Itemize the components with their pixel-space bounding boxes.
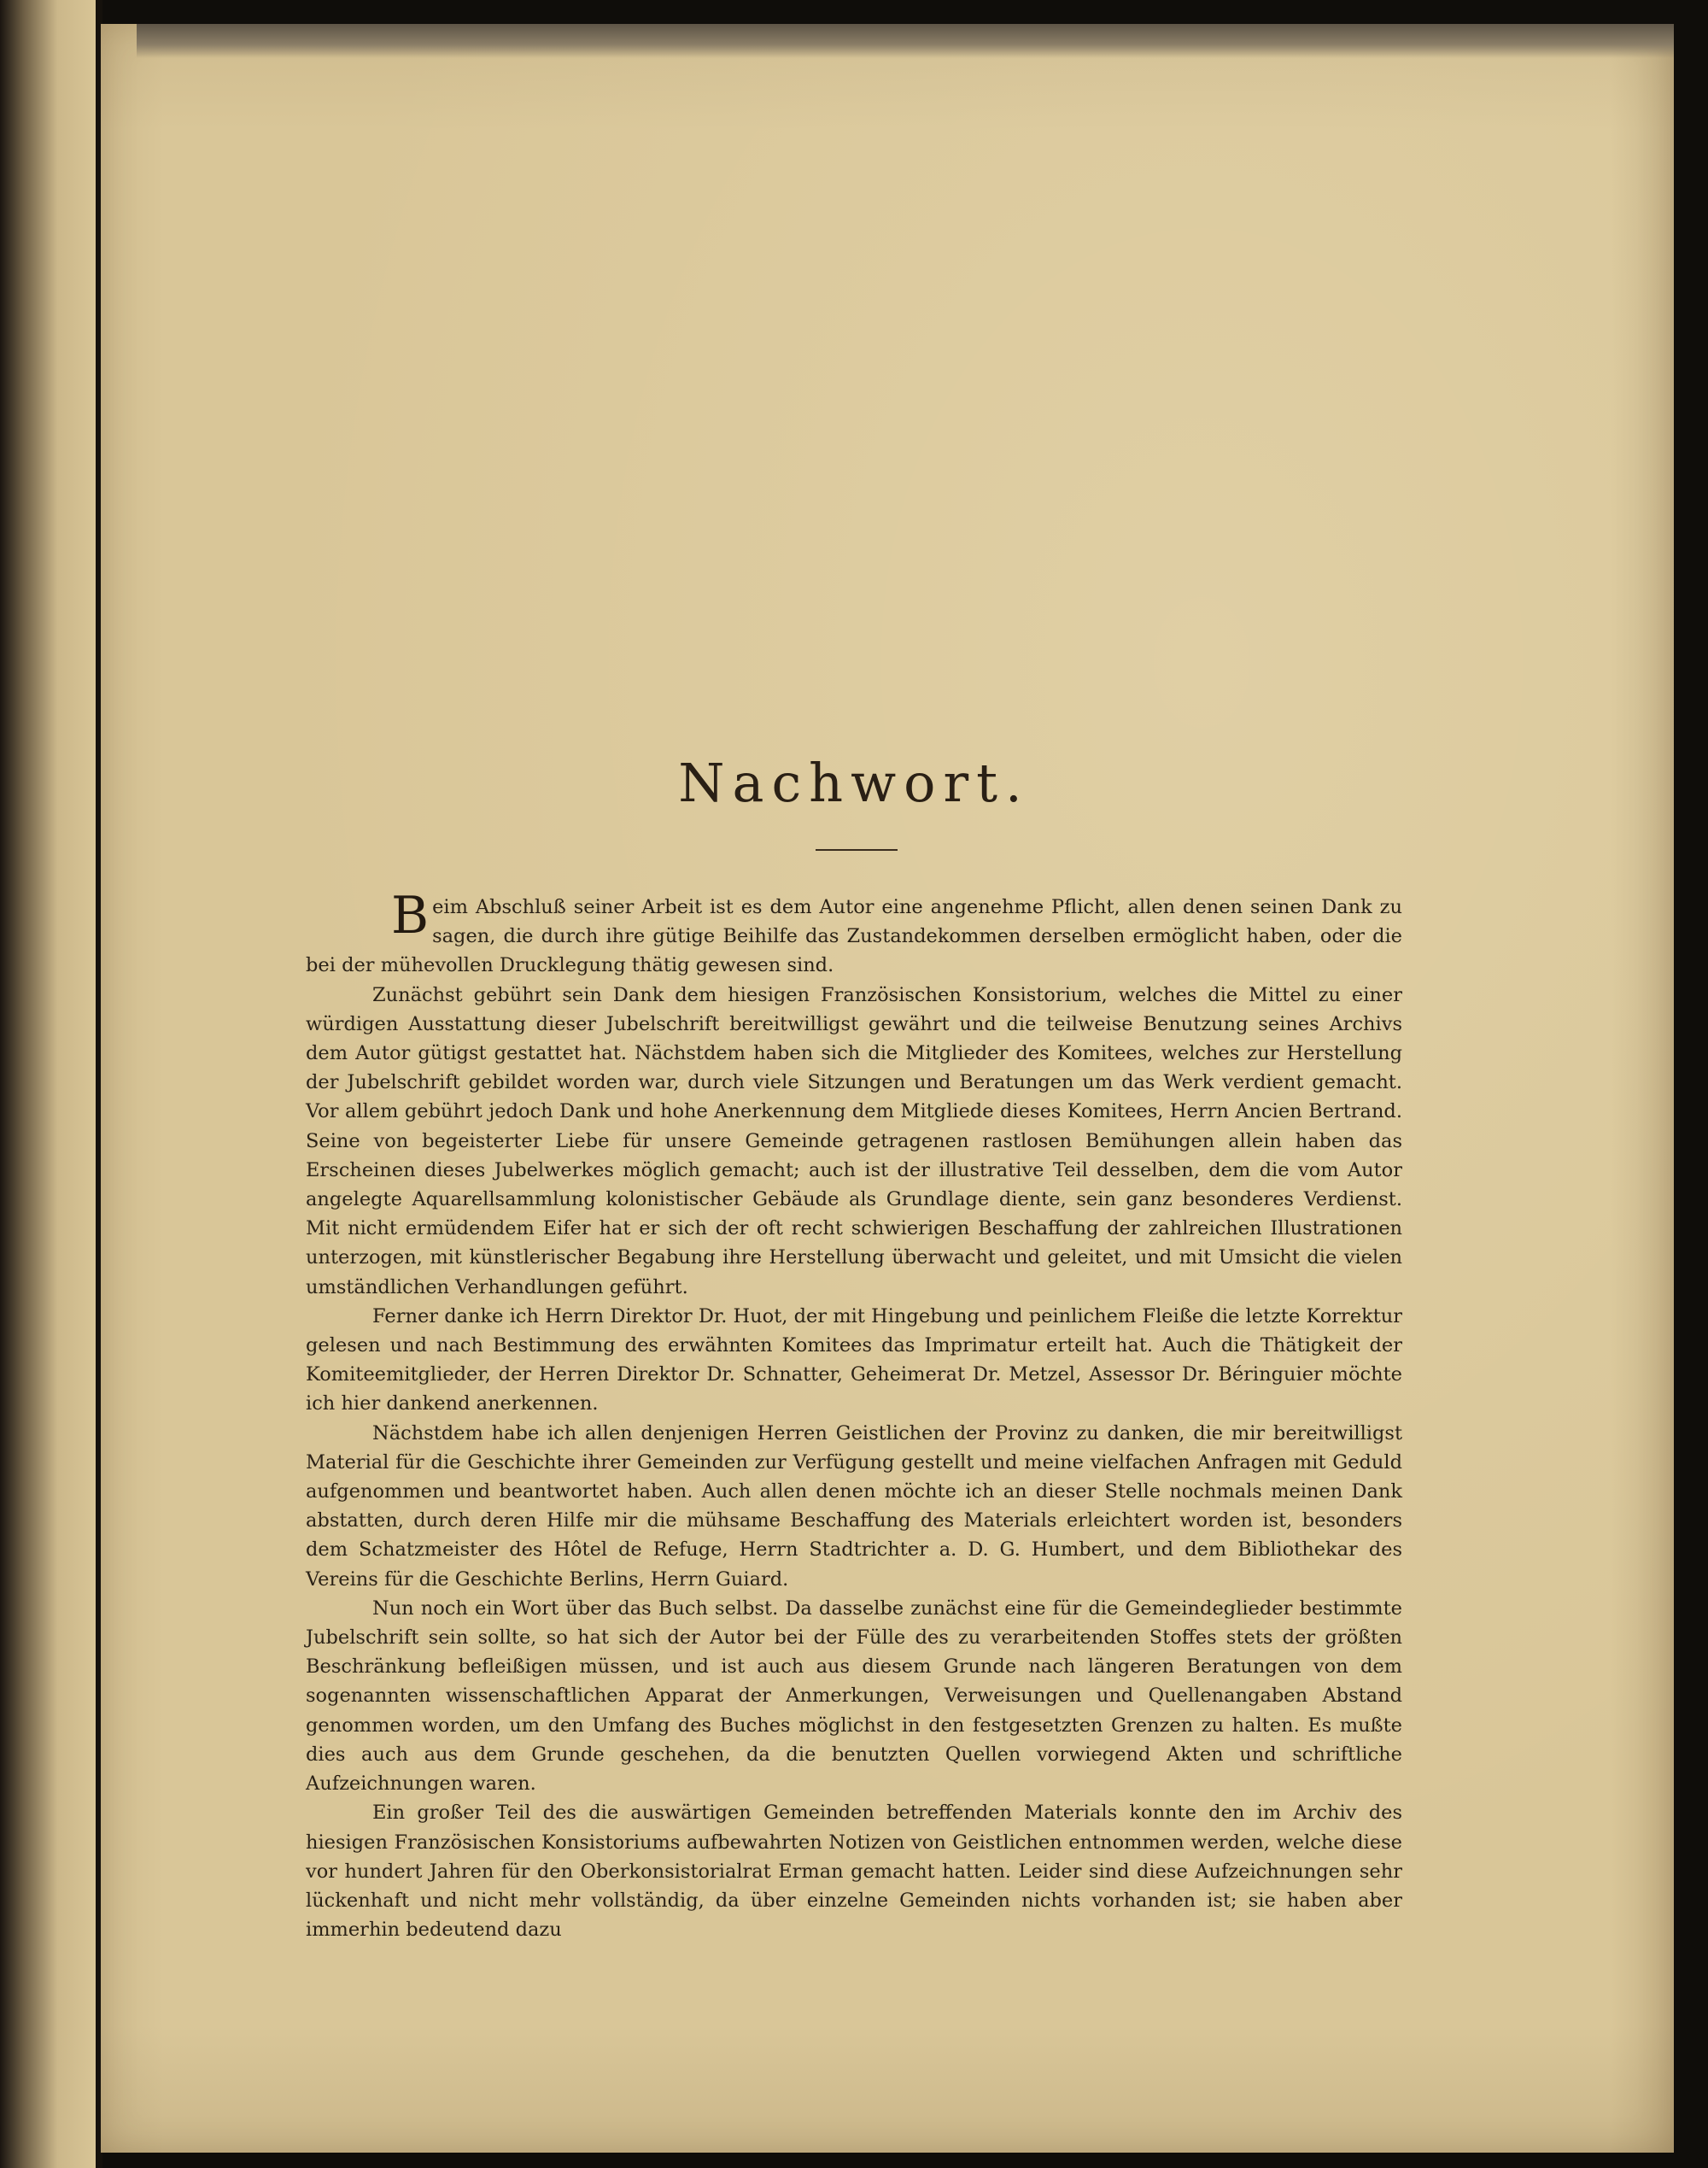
- top-binding-edge: [137, 24, 1674, 58]
- paragraph-3: Ferner danke ich Herrn Direktor Dr. Huot, der mit Hingebung und peinlichem Fleiße die letzte Korrektur gelesen und nach Bestimmung des erwähnten Komitees das Imprimatur erteilt hat. Auch die Thätigkeit der Komiteemitglieder, der Herren Direktor Dr. Schnatter, Geheimerat Dr. Metzel, Assessor Dr. Béringuier möchte ich hier dankend anerkennen.: [306, 1304, 1402, 1415]
- paragraph-1-text: eim Abschluß seiner Arbeit ist es dem Autor eine angenehme Pflicht, allen denen seinen Dank zu sagen, die durch ihre gütige Beihilfe das Zustandekommen derselben ermöglicht haben, oder die bei der mühevollen Drucklegung thätig gewesen sind.: [306, 896, 1402, 977]
- body-text: [306, 886, 1402, 1944]
- paragraph-4: Nächstdem habe ich allen denjenigen Herren Geistlichen der Provinz zu danken, die mir bereitwilligst Material für die Geschichte ihrer Gemeinden zur Verfügung gestellt und meine vielfachen Anfragen mit Geduld aufgenommen und beantwortet haben. Auch allen denen möchte ich an dieser Stelle nochmals meinen Dank abstatten, durch deren Hilfe mir die mühsame Beschaffung des Materials erleichtert worden ist, besonders dem Schatzmeister des Hôtel de Refuge, Herrn Stadtrichter a. D. G. Humbert, und dem Bibliothekar des Vereins für die Geschichte Berlins, Herrn Guiard.: [306, 1421, 1402, 1591]
- drop-cap: B: [391, 886, 430, 946]
- paragraph-6: Ein großer Teil des die auswärtigen Gemeinden betreffenden Materials konnte den im Archiv des hiesigen Französischen Konsistoriums aufbewahrten Notizen von Geistlichen entnommen werden, welche diese vor hundert Jahren für den Oberkonsistorialrat Erman gemacht hatten. Leider sind diese Aufzeichnungen sehr lückenhaft und nicht mehr vollständig, da über einzelne Gemeinden nichts vorhanden ist; sie haben aber immerhin bedeutend dazu: [306, 1802, 1402, 1942]
- paragraph-1: [306, 886, 1402, 981]
- paragraph-2: Zunächst gebührt sein Dank dem hiesigen Französischen Konsistorium, welches die Mittel zu einer würdigen Ausstattung dieser Jubelschrift bereitwilligst gewährt und die teilweise Benutzung seines Archivs dem Autor gütigst gestattet hat. Nächstdem haben sich die Mitglieder des Komitees, welches zur Herstellung der Jubelschrift gebildet worden war, durch viele Sitzungen und Beratungen um das Werk verdient gemacht. Vor allem gebührt jedoch Dank und hohe Anerkennung dem Mitgliede dieses Komitees, Herrn Ancien Bertrand. Seine von begeisterter Liebe für unsere Gemeinde getragenen rastlosen Bemühungen allein haben das Erscheinen dieses Jubelwerkes möglich gemacht; auch ist der illustrative Teil desselben, dem die vom Autor angelegte Aquarellsammlung kolonistischer Gebäude als Grundlage diente, sein ganz besonderes Verdienst. Mit nicht ermüdendem Eifer hat er sich der oft recht schwierigen Beschaffung der zahlreichen Illustrationen unterzogen, mit künstlerischer Begabung ihre Herstellung überwacht und geleitet, und mit Umsicht die vielen umständlichen Verhandlungen geführt.: [306, 983, 1402, 1298]
- page-title: Nachwort.: [678, 752, 1030, 814]
- left-page-edge: [0, 0, 96, 2168]
- title-divider: [816, 849, 898, 851]
- paragraph-5: Nun noch ein Wort über das Buch selbst. Da dasselbe zunächst eine für die Gemeindeglieder bestimmte Jubelschrift sein sollte, so hat sich der Autor bei der Fülle des zu verarbeitenden Stoffes stets der größten Beschränkung befleißigen müssen, und ist auch aus diesem Grunde nach längeren Beratungen von dem sogenannten wissenschaftlichen Apparat der Anmerkungen, Verweisungen und Quellenangaben Abstand genommen worden, um den Umfang des Buches möglichst in den festgesetzten Grenzen zu halten. Es mußte dies auch aus dem Grunde geschehen, da die benutzten Quellen vorwiegend Akten und schriftliche Aufzeichnungen waren.: [306, 1597, 1402, 1796]
